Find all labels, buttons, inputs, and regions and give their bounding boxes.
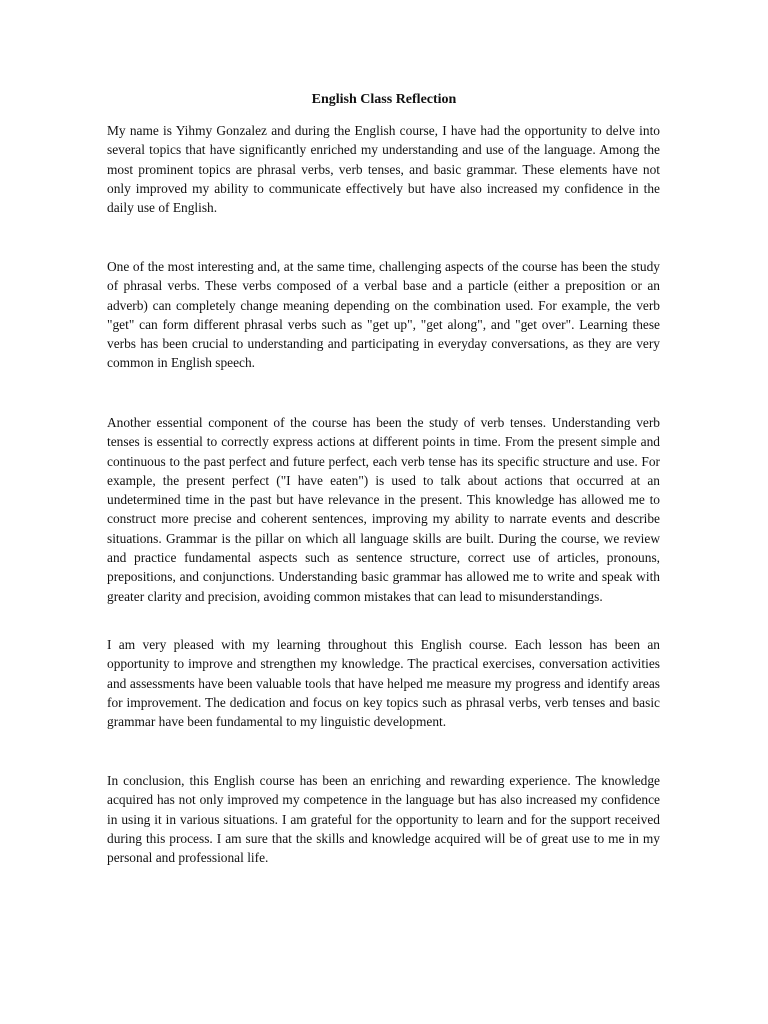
- paragraph-introduction: My name is Yihmy Gonzalez and during the English course, I have had the opportunity to delve into several topics that have significantly enriched my understanding and use of the language. Among the most prominent topics are phrasal verbs, verb tenses, and basic grammar. These elements have not only improved my ability to communicate effectively but have also increased my confidence in the daily use of English.: [107, 123, 660, 216]
- paragraph-verb-tenses: Another essential component of the course has been the study of verb tenses. Understanding verb tenses is essential to correctly express actions at different points in time. From the present simple and continuous to the past perfect and future perfect, each verb tense has its specific structure and use. For example, the present perfect ("I have eaten") is used to talk about actions that occurred at an undetermined time in the past but have relevance in the present. This knowledge has allowed me to construct more precise and coherent sentences, improving my ability to narrate events and describe situations. Grammar is the pillar on which all language skills are built. During the course, we review and practice fundamental aspects such as sentence structure, correct use of articles, pronouns, prepositions, and conjunctions. Understanding basic grammar has allowed me to write and speak with greater clarity and precision, avoiding common mistakes that can lead to misunderstandings.: [107, 415, 660, 604]
- paragraph-learning: I am very pleased with my learning throughout this English course. Each lesson has been an opportunity to improve and strengthen my knowledge. The practical exercises, conversation activities and assessments have been valuable tools that have helped me measure my progress and identify areas for improvement. The dedication and focus on key topics such as phrasal verbs, verb tenses and basic grammar have been fundamental to my linguistic development.: [107, 637, 660, 730]
- paragraph-phrasal-verbs: One of the most interesting and, at the same time, challenging aspects of the course has been the study of phrasal verbs. These verbs composed of a verbal base and a particle (either a preposition or an adverb) can completely change meaning depending on the combination used. For example, the verb "get" can form different phrasal verbs such as "get up", "get along", and "get over". Learning these verbs has been crucial to understanding and participating in everyday conversations, as they are very common in English speech.: [107, 259, 660, 371]
- paragraph-conclusion: In conclusion, this English course has been an enriching and rewarding experience. The knowledge acquired has not only improved my competence in the language but has also increased my confidence in using it in various situations. I am grateful for the opportunity to learn and for the support received during this process. I am sure that the skills and knowledge acquired will be of great use to me in my personal and professional life.: [107, 773, 660, 866]
- document-title: English Class Reflection: [311, 92, 457, 107]
